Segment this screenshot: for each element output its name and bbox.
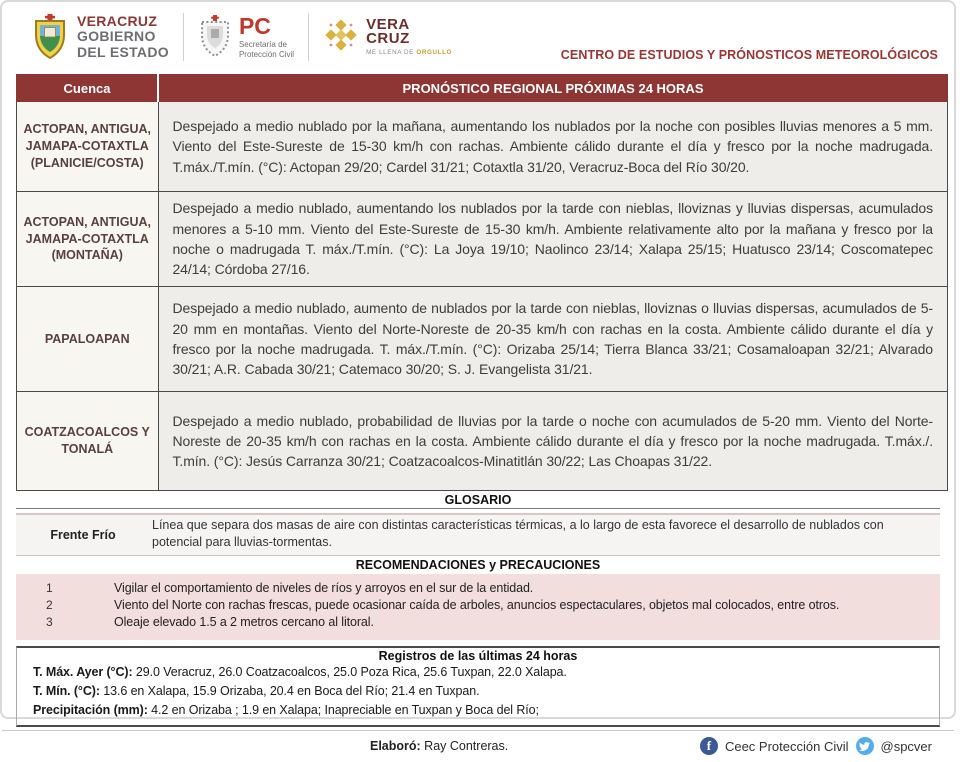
table-row (17, 392, 948, 491)
glossary-entry (16, 513, 940, 556)
veracruz-brand-wordmark: VERA CRUZ ME LLENA DE ORGULLO (366, 15, 453, 57)
forecast-text: Despejado a medio nublado, probabilidad de lluvias por la tarde o noche con acumulados de 5-20 mm. Viento del Norte-Noreste de 20-35 km/h con rachas en la costa. Ambiente cálido durante el día y fresco por la noche madrugada. T.máx./. T.mín. (°C): Jesús Carranza 30/21; Coatzacoalcos-Minatitlán 30/22; Las Choapas 31/22. (158, 392, 948, 491)
basin-name: ACTOPAN, ANTIGUA, JAMAPA-COTAXTLA (PLANICIE/COSTA) (17, 102, 159, 192)
item-number: 2 (46, 597, 53, 612)
record-value: 4.2 en Orizaba ; 1.9 en Xalapa; Inapreciable en Tuxpan y Boca del Río; (147, 703, 539, 718)
author-name: Ray Contreras. (420, 739, 509, 754)
header-divider (308, 13, 309, 61)
glossary-title: GLOSARIO (16, 493, 940, 509)
recommendations-title: RECOMENDACIONES y PRECAUCIONES (355, 557, 601, 572)
record-value: 13.6 en Xalapa, 15.9 Orizaba, 20.4 en Boca del Río; 21.4 en Tuxpan. (99, 683, 480, 698)
forecast-table (16, 74, 948, 491)
record-line-tmin (33, 682, 923, 701)
record-line-tmax (33, 663, 923, 682)
page-title: CENTRO DE ESTUDIOS Y PRÓNOSTICOS METEOROLÓGICOS (560, 48, 938, 62)
header-divider (183, 13, 184, 61)
veracruz-government-logo (30, 14, 169, 60)
author-credit (370, 739, 508, 753)
table-header-row (17, 75, 948, 102)
veracruz-government-wordmark: VERACRUZ GOBIERNO DEL ESTADO (77, 13, 169, 60)
forecast-text: Despejado a medio nublado por la mañana, aumentando los nublados por la noche con posibles lluvias menores a 5 mm. Viento del Este-Sureste de 15-30 km/h con rachas. Ambiente cálido durante el día y fresco por la noche madrugada. T.máx./T.mín. (°C): Actopan 29/20; Cardel 31/21; Cotaxtla 31/20, Veracruz-Boca del Río 30/20. (158, 102, 948, 192)
record-label: Precipitación (mm): (33, 703, 148, 718)
basin-name: COATZACOALCOS Y TONALÁ (17, 392, 159, 491)
veracruz-brand-logo (323, 15, 453, 57)
column-header-pronostico: PRONÓSTICO REGIONAL PRÓXIMAS 24 HORAS (158, 75, 948, 102)
item-number: 3 (46, 614, 53, 629)
forecast-text: Despejado a medio nublado, aumentando los nublados por la tarde con nieblas, lloviznas y lluvias dispersas, acumulados menores a 5-10 mm. Viento del Este-Sureste de 15-30 km/h. Ambiente relativamente alto por la mañana y fresco por la noche o madrugada T. máx./T.mín. (°C): La Joya 19/10; Naolinco 23/14; Xalapa 25/15; Huatusco 23/14; Coscomatepec 24/14; Córdoba 27/16. (158, 192, 948, 287)
list-item (30, 598, 930, 612)
list-item (30, 615, 930, 629)
list-item (30, 581, 930, 595)
item-number: 1 (46, 580, 53, 595)
footer (2, 730, 954, 762)
records-title: Registros de las últimas 24 horas (378, 648, 578, 663)
record-line-precipitation (33, 701, 923, 720)
item-text: Vigilar el comportamiento de niveles de ríos y arroyos en el sur de la entidad. (114, 580, 534, 595)
header (2, 2, 954, 72)
column-header-cuenca: Cuenca (17, 75, 159, 102)
item-text: Viento del Norte con rachas frescas, puede ocasionar caída de arboles, anuncios espectaculares, objetos mal colocados, entre otros. (114, 597, 840, 612)
social-links (700, 737, 932, 755)
glossary-term: Frente Frío (50, 527, 116, 542)
facebook-icon[interactable]: f (700, 737, 718, 755)
basin-name: ACTOPAN, ANTIGUA, JAMAPA-COTAXTLA (MONTAÑA) (17, 192, 159, 287)
forecast-text: Despejado a medio nublado, aumento de nublados por la tarde con nieblas, lloviznas o lluvias dispersas, acumulados de 5-20 mm en montañas. Viento del Norte-Noreste de 20-35 km/h con rachas en la costa. Ambiente cálido durante el día y fresco por la noche madrugada. T. máx./T.mín. (°C): Orizaba 25/14; Tierra Blanca 33/21; Cosamaloapan 32/21; Alvarado 30/21; A.R. Cabada 30/21; Catemaco 30/20; S. J. Evangelista 31/21. (158, 287, 948, 392)
table-row (17, 287, 948, 392)
item-text: Oleaje elevado 1.5 a 2 metros cercano al litoral. (114, 614, 374, 629)
pc-wordmark: PC Secretaría de Protección Civil (238, 12, 295, 59)
pc-shield-icon (198, 15, 232, 59)
veracruz-pattern-icon (323, 18, 359, 56)
table-row (17, 192, 948, 287)
twitter-handle[interactable]: @spcver (880, 738, 932, 754)
proteccion-civil-logo (198, 12, 295, 60)
basin-name: PAPALOAPAN (17, 287, 159, 392)
facebook-handle[interactable]: Ceec Protección Civil (724, 738, 849, 754)
table-row (17, 102, 948, 192)
veracruz-shield-icon (30, 14, 70, 60)
twitter-icon[interactable] (856, 737, 874, 755)
author-label: Elaboró: (370, 739, 421, 754)
record-value: 29.0 Veracruz, 26.0 Coatzacoalcos, 25.0 Poza Rica, 25.6 Tuxpan, 22.0 Xalapa. (132, 664, 567, 679)
recommendations-box (16, 574, 940, 640)
glossary-definition: Línea que separa dos masas de aire con distintas características térmicas, a lo largo de esta favorece el desarrollo de nublados con potencial para lluvias-tormentas. (152, 518, 884, 550)
record-label: T. Máx. Ayer (°C): (33, 664, 133, 679)
record-label: T. Mín. (°C): (33, 683, 100, 698)
records-box (16, 646, 940, 727)
